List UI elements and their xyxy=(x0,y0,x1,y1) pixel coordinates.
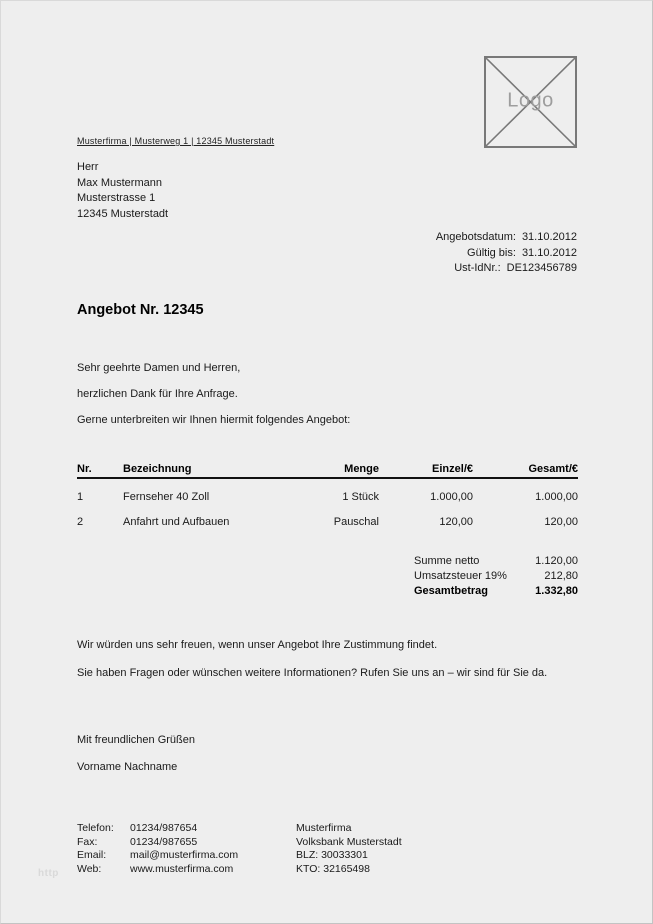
cell-nr: 1 xyxy=(77,491,84,503)
recipient-city: 12345 Musterstadt xyxy=(77,207,169,220)
cell-bezeichnung: Fernseher 40 Zoll xyxy=(123,491,210,503)
totals-row-net xyxy=(414,554,578,569)
totals-block xyxy=(414,554,578,599)
totals-value: 212,80 xyxy=(544,570,578,582)
totals-label: Summe netto xyxy=(414,555,480,567)
table-row xyxy=(77,516,578,528)
table-row xyxy=(77,491,578,503)
document-title: Angebot Nr. 12345 xyxy=(77,302,204,318)
meta-label: Gültig bis: xyxy=(467,246,516,259)
totals-label: Gesamtbetrag xyxy=(414,585,488,597)
signoff-name: Vorname Nachname xyxy=(77,761,178,773)
intro-paragraphs xyxy=(77,355,587,433)
footer-company-block xyxy=(296,822,402,876)
meta-row-date xyxy=(436,230,577,246)
footer-label-web: Web: xyxy=(77,862,102,875)
header-cell-einzel: Einzel/€ xyxy=(432,463,473,475)
intro-line-thanks: herzlichen Dank für Ihre Anfrage. xyxy=(77,388,238,400)
recipient-name: Max Mustermann xyxy=(77,176,162,189)
recipient-salutation: Herr xyxy=(77,161,99,173)
signoff-block xyxy=(77,734,195,773)
header-cell-nr: Nr. xyxy=(77,463,92,475)
offer-meta-block xyxy=(436,230,577,277)
footer-value-web: www.musterfirma.com xyxy=(130,862,234,875)
cell-gesamt: 1.000,00 xyxy=(535,491,578,503)
footer-label-email: Email: xyxy=(77,849,107,861)
totals-value: 1.120,00 xyxy=(535,555,578,567)
footer-kto: KTO: 32165498 xyxy=(296,862,370,875)
meta-label: Angebotsdatum: xyxy=(435,231,516,243)
closing-paragraphs xyxy=(77,637,585,682)
totals-label: Umsatzsteuer 19% xyxy=(414,570,507,582)
meta-label: Ust-IdNr.: xyxy=(454,262,501,274)
cell-menge: 1 Stück xyxy=(342,491,379,503)
closing-line-questions: Sie haben Fragen oder wünschen weitere Informationen? Rufen Sie uns an – wir sind für Sie da. xyxy=(77,666,548,679)
footer-label-fax: Fax: xyxy=(77,835,98,848)
items-table xyxy=(77,463,578,528)
totals-row-vat xyxy=(414,569,578,584)
cell-einzel: 120,00 xyxy=(439,515,473,528)
footer-contact-block xyxy=(77,822,238,876)
meta-value: 31.10.2012 xyxy=(521,246,577,259)
cell-bezeichnung: Anfahrt und Aufbauen xyxy=(123,515,230,528)
footer-value-telefon: 01234/987654 xyxy=(130,822,198,834)
cell-einzel: 1.000,00 xyxy=(430,491,473,503)
meta-row-valid-until xyxy=(436,246,577,262)
intro-line-greeting: Sehr geehrte Damen und Herren, xyxy=(77,362,241,374)
recipient-street: Musterstrasse 1 xyxy=(77,192,156,204)
cell-gesamt: 120,00 xyxy=(544,515,578,528)
logo-label: Logo xyxy=(507,89,554,112)
footer-label-telefon: Telefon: xyxy=(77,822,114,834)
recipient-block xyxy=(77,160,168,222)
watermark-text: http xyxy=(38,868,59,879)
footer-value-email: mail@musterfirma.com xyxy=(130,849,239,861)
header-cell-menge: Menge xyxy=(344,463,379,475)
closing-line-approval: Wir würden uns sehr freuen, wenn unser Angebot Ihre Zustimmung findet. xyxy=(77,639,438,651)
signoff-greeting: Mit freundlichen Grüßen xyxy=(77,734,195,746)
footer-value-fax: 01234/987655 xyxy=(130,835,198,848)
meta-row-vat-id xyxy=(436,261,577,277)
sender-address-line: Musterfirma | Musterweg 1 | 12345 Musterstadt xyxy=(77,136,275,146)
header-cell-bezeichnung: Bezeichnung xyxy=(123,463,192,475)
footer-blz: BLZ: 30033301 xyxy=(296,849,368,861)
meta-value: 31.10.2012 xyxy=(521,231,577,243)
meta-value: DE123456789 xyxy=(506,262,577,274)
footer-bank-name: Volksbank Musterstadt xyxy=(296,835,402,848)
cell-menge: Pauschal xyxy=(333,515,379,528)
logo-placeholder-box xyxy=(484,56,577,148)
totals-row-grand-total xyxy=(414,584,578,599)
totals-value: 1.332,80 xyxy=(535,585,578,597)
intro-line-offer: Gerne unterbreiten wir Ihnen hiermit folgendes Angebot: xyxy=(77,414,351,426)
header-cell-gesamt: Gesamt/€ xyxy=(528,463,578,475)
footer-company-name: Musterfirma xyxy=(296,822,352,834)
cell-nr: 2 xyxy=(77,515,84,528)
table-header-row xyxy=(77,463,578,479)
